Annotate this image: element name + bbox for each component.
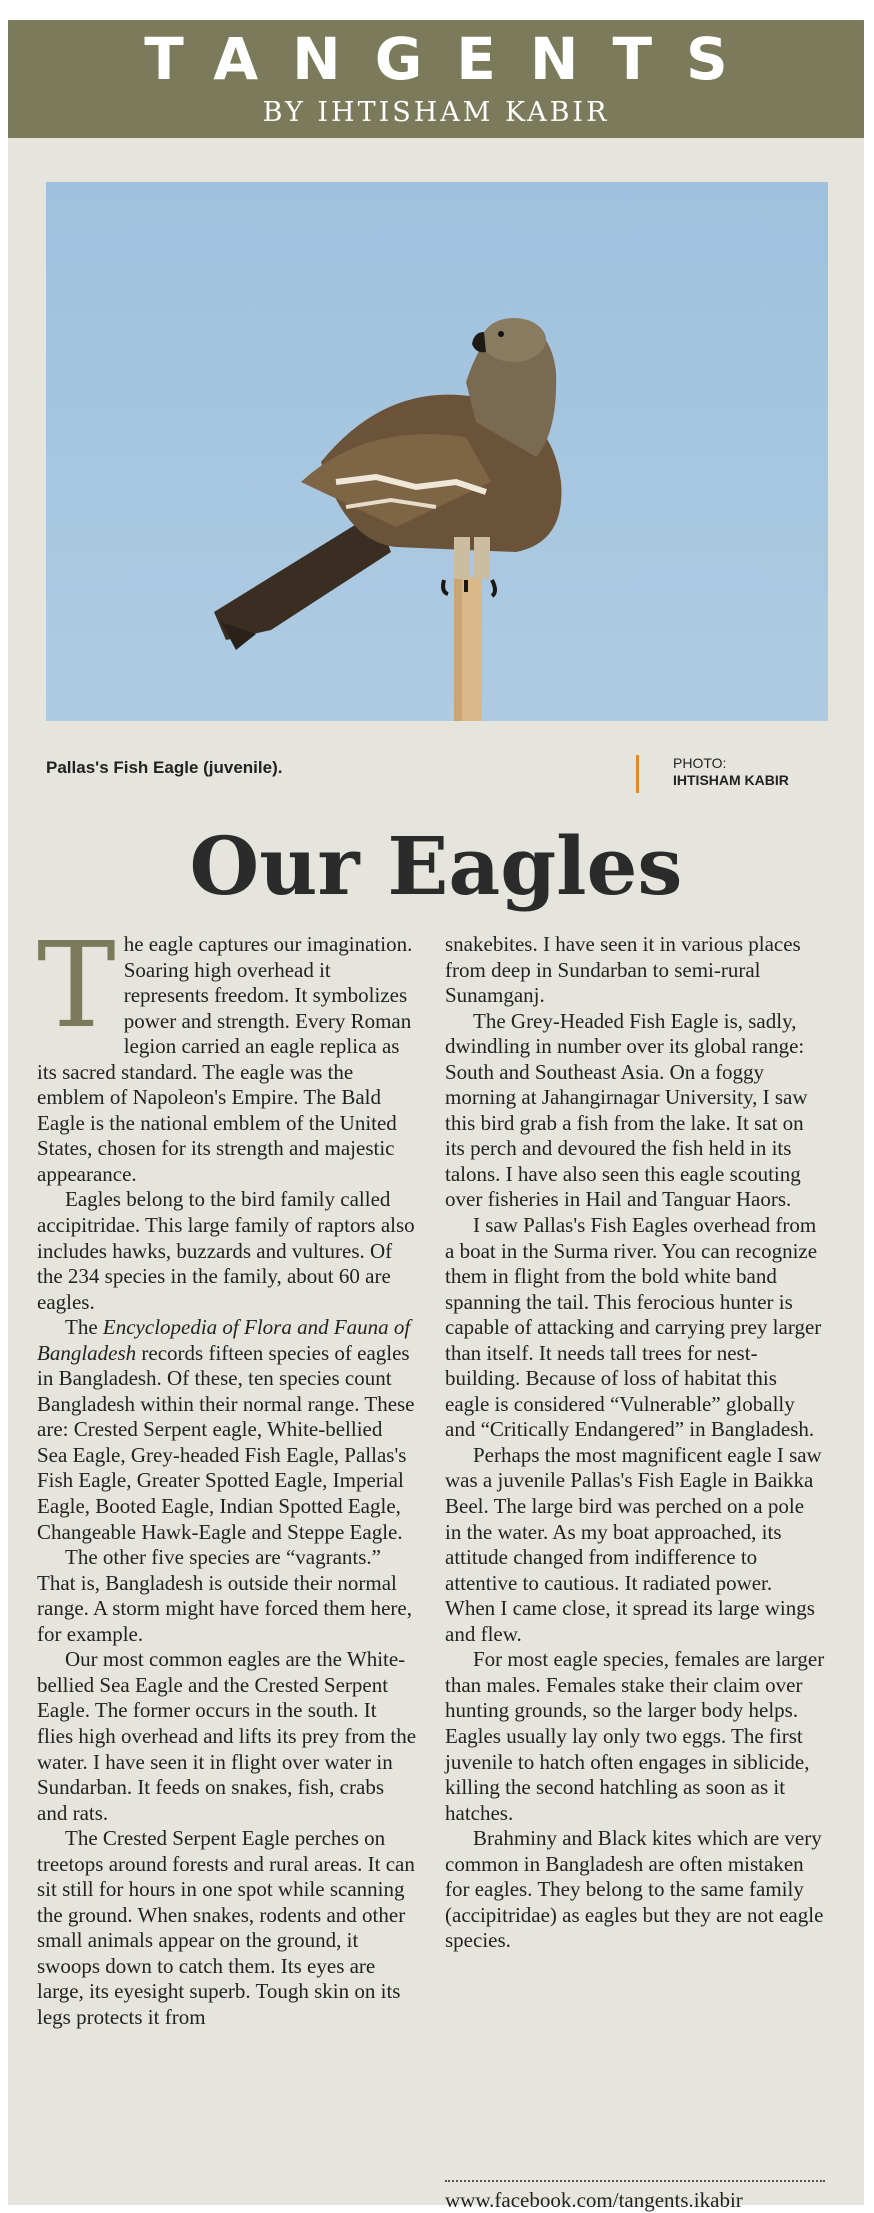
article-column-2: [445, 932, 825, 1954]
column-title: TANGENTS: [144, 25, 762, 93]
headline: Our Eagles: [189, 819, 683, 913]
paragraph: Perhaps the most magnificent eagle I saw was a juvenile Pallas's Fish Eagle in Baikka Beel. The large bird was perched on a pole in the water. As my boat approached, its attitude changed from indifference to attentive to cautious. It radiated power. When I came close, it spread its large wings and flew.: [445, 1442, 822, 1646]
credit-label: PHOTO:: [673, 755, 727, 771]
paragraph: snakebites. I have seen it in various places from deep in Sundarban to semi-rural Sunamganj.: [445, 932, 801, 1008]
paragraph: Brahminy and Black kites which are very common in Bangladesh are often mistaken for eagles. They belong to the same family (accipitridae) as eagles but they are not eagle species.: [445, 1826, 824, 1953]
paragraph: For most eagle species, females are larger than males. Females stake their claim over hunting grounds, so the larger body helps. Eagles usually lay only two eggs. The first juvenile to hatch often engages in siblicide, killing the second hatchling as soon as it hatches.: [445, 1647, 825, 1825]
paragraph: The Encyclopedia of Flora and Fauna of Bangladesh records fifteen species of eagles in Bangladesh. Of these, ten species count Bangladesh within their normal range. These are: Crested Serpent eagle, White-bellied Sea Eagle, Grey-headed Fish Eagle, Pallas's Fish Eagle, Greater Spotted Eagle, Imperial Eagle, Booted Eagle, Indian Spotted Eagle, Changeable Hawk-Eagle and Steppe Eagle.: [37, 1315, 415, 1544]
masthead: [8, 20, 864, 138]
newspaper-page: [8, 20, 864, 2212]
paragraph: The other five species are “vagrants.” That is, Bangladesh is outside their normal range. A storm might have forced them here, for example.: [37, 1545, 412, 1646]
byline: BY IHTISHAM KABIR: [262, 97, 610, 128]
eagle-eye: [498, 331, 504, 337]
paragraph: Eagles belong to the bird family called accipitridae. This large family of raptors also includes hawks, buzzards and vultures. Of the 234 species in the family, about 60 are eagles.: [37, 1187, 415, 1314]
eagle-head: [482, 318, 546, 362]
paragraph: The Crested Serpent Eagle perches on treetops around forests and rural areas. It can sit still for hours in one spot while scanning the ground. When snakes, rodents and other small animals appear on the ground, it swoops down to catch them. Its eyes are large, its eyesight superb. Tough skin on its legs protects it from: [37, 1826, 415, 2029]
book-title: Encyclopedia of Flora and Fauna of Bangladesh: [37, 1315, 411, 1365]
dotted-divider: [445, 2180, 825, 2182]
drop-cap: T: [37, 916, 116, 1054]
paragraph: The eagle captures our imagination. Soaring high overhead it represents freedom. It symbolizes power and strength. Every Roman legion carried an eagle replica as its sacred standard. The eagle was the emblem of Napoleon's Empire. The Bald Eagle is the national emblem of the United States, chosen for its strength and majestic appearance.: [37, 916, 413, 1186]
article-column-1: [37, 916, 417, 2031]
facebook-link[interactable]: www.facebook.com/tangents.ikabir: [445, 2188, 743, 2212]
paragraph: Our most common eagles are the White-bellied Sea Eagle and the Crested Serpent Eagle. The former occurs in the south. It flies high overhead and lifts its prey from the water. I have seen it in flight over water in Sundarban. It feeds on snakes, fish, crabs and rats.: [37, 1647, 417, 1825]
eagle-photo: [46, 182, 828, 721]
eagle-beak: [472, 332, 486, 352]
credit-divider: [636, 755, 639, 793]
paragraph: I saw Pallas's Fish Eagles overhead from a boat in the Surma river. You can recognize them in flight from the bold white band spanning the tail. This ferocious hunter is capable of attacking and carrying prey larger than itself. It needs tall trees for nest-building. Because of loss of habitat this eagle is considered “Vulnerable” globally and “Critically Endangered” in Bangladesh.: [445, 1213, 822, 1442]
photo-caption: Pallas's Fish Eagle (juvenile).: [46, 758, 283, 777]
paragraph: The Grey-Headed Fish Eagle is, sadly, dwindling in number over its global range: South and Southeast Asia. On a foggy morning at Jahangirnagar University, I saw this bird grab a fish from the lake. It sat on its perch and devoured the fish held in its talons. I have also seen this eagle scouting over fisheries in Hail and Tanguar Haors.: [445, 1008, 808, 1212]
photo-credit: [673, 755, 789, 789]
credit-name: IHTISHAM KABIR: [673, 772, 789, 788]
eagle-illustration: [46, 182, 828, 721]
